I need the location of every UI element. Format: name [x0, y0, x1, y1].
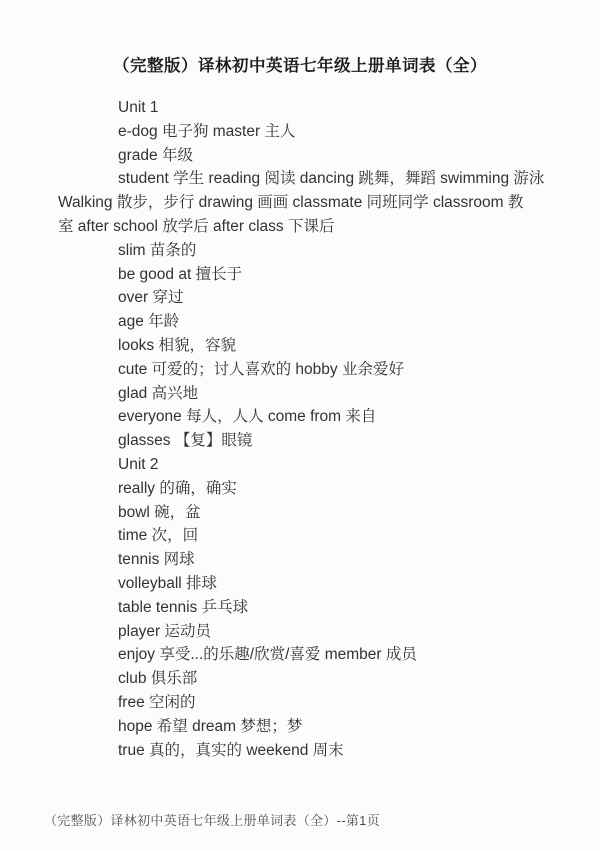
vocab-line: looks 相貌，容貌 — [118, 336, 236, 354]
vocab-line: age 年龄 — [118, 313, 180, 331]
page-title: （完整版）译林初中英语七年级上册单词表（全） — [113, 57, 487, 75]
vocab-line: slim 苗条的 — [118, 241, 197, 259]
vocab-line: table tennis 乒乓球 — [118, 598, 249, 616]
vocab-line: Unit 1 — [118, 99, 159, 116]
vocab-line: Unit 2 — [118, 455, 159, 473]
vocab-line: over 穿过 — [118, 289, 184, 307]
vocabulary-list — [58, 96, 550, 762]
vocab-line: player 运动员 — [118, 622, 212, 640]
vocab-line: Walking 散步，步行 drawing 画画 classmate 同班同学 classroom 教 — [58, 194, 524, 212]
vocab-line: hope 希望 dream 梦想；梦 — [118, 717, 303, 735]
vocab-line: free 空闲的 — [118, 693, 196, 711]
vocab-line: 室 after school 放学后 after class 下课后 — [58, 217, 335, 235]
vocab-line: true 真的，真实的 weekend 周末 — [118, 741, 344, 759]
page-footer: （完整版）译林初中英语七年级上册单词表（全）--第1页 — [44, 813, 380, 828]
vocab-line: tennis 网球 — [118, 551, 195, 569]
vocab-line: club 俱乐部 — [118, 670, 198, 688]
vocab-line: e-dog 电子狗 master 主人 — [118, 122, 296, 140]
vocab-line: really 的确，确实 — [118, 479, 237, 497]
vocab-line: be good at 擅长于 — [118, 265, 243, 283]
vocab-line: glasses 【复】眼镜 — [118, 432, 253, 450]
vocab-line: student 学生 reading 阅读 dancing 跳舞，舞蹈 swimming 游泳 — [118, 170, 545, 188]
vocab-line: bowl 碗，盆 — [118, 503, 201, 521]
vocab-line: grade 年级 — [118, 146, 193, 164]
vocab-line: glad 高兴地 — [118, 384, 199, 402]
vocab-line: enjoy 享受...的乐趣/欣赏/喜爱 member 成员 — [118, 646, 417, 664]
vocab-line: cute 可爱的；讨人喜欢的 hobby 业余爱好 — [118, 360, 404, 378]
vocab-line: time 次，回 — [118, 527, 199, 545]
vocab-line: everyone 每人，人人 come from 来自 — [118, 408, 377, 426]
vocab-line: volleyball 排球 — [118, 574, 218, 592]
